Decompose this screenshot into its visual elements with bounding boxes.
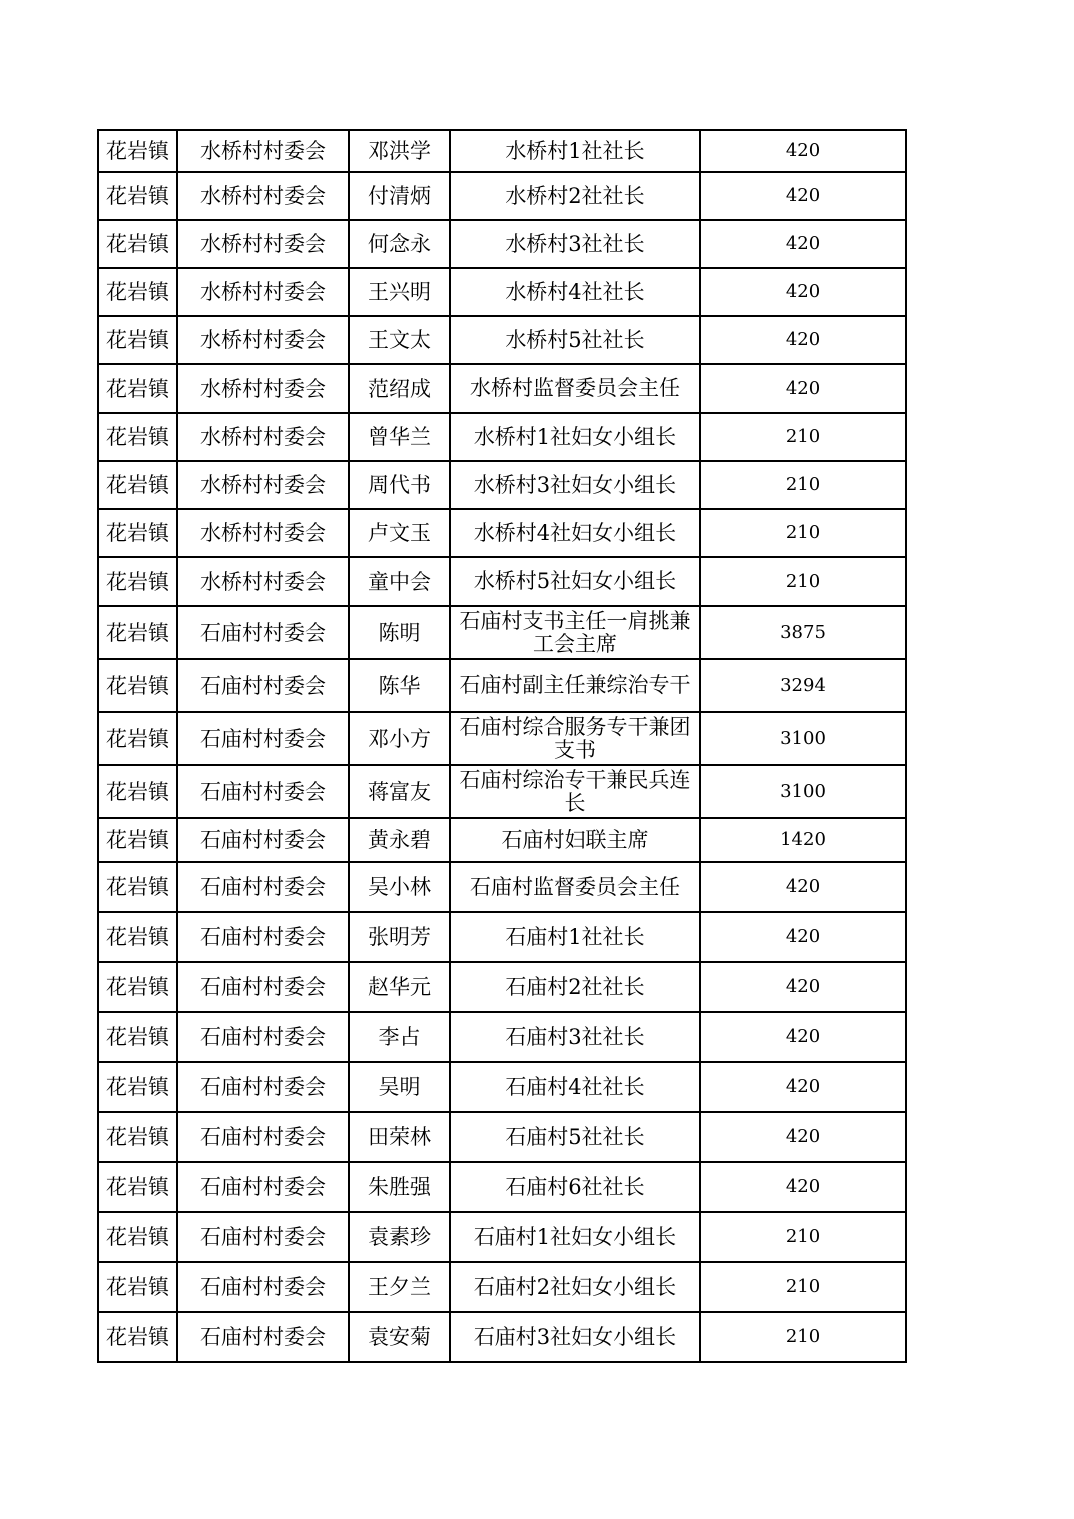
position-cell: 水桥村1社妇女小组长: [450, 413, 700, 461]
person-name-cell: 朱胜强: [349, 1162, 450, 1212]
position-cell: 石庙村4社社长: [450, 1062, 700, 1112]
stipend-table: [97, 129, 907, 1363]
person-name-cell: 黄永碧: [349, 818, 450, 862]
town-cell: 花岩镇: [98, 659, 177, 712]
position-cell: 石庙村综合服务专干兼团支书: [450, 712, 700, 765]
person-name-cell: 蒋富友: [349, 765, 450, 818]
town-cell: 花岩镇: [98, 1212, 177, 1262]
person-name-cell: 吴明: [349, 1062, 450, 1112]
position-cell: 石庙村3社妇女小组长: [450, 1312, 700, 1362]
amount-cell: 3294: [700, 659, 906, 712]
table-row: [98, 364, 906, 413]
table-row: [98, 413, 906, 461]
person-name-cell: 袁素珍: [349, 1212, 450, 1262]
village-committee-cell: 水桥村村委会: [177, 557, 349, 606]
amount-cell: 420: [700, 962, 906, 1012]
position-cell: 水桥村4社社长: [450, 268, 700, 316]
table-row: [98, 1262, 906, 1312]
town-cell: 花岩镇: [98, 1062, 177, 1112]
person-name-cell: 赵华元: [349, 962, 450, 1012]
amount-cell: 420: [700, 364, 906, 413]
amount-cell: 420: [700, 862, 906, 912]
amount-cell: 210: [700, 461, 906, 509]
person-name-cell: 卢文玉: [349, 509, 450, 557]
position-cell: 水桥村5社妇女小组长: [450, 557, 700, 606]
amount-cell: 210: [700, 509, 906, 557]
village-committee-cell: 水桥村村委会: [177, 316, 349, 364]
position-cell: 石庙村支书主任一肩挑兼工会主席: [450, 606, 700, 659]
position-cell: 石庙村1社妇女小组长: [450, 1212, 700, 1262]
person-name-cell: 童中会: [349, 557, 450, 606]
position-cell: 石庙村5社社长: [450, 1112, 700, 1162]
table-row: [98, 1162, 906, 1212]
position-cell: 水桥村3社社长: [450, 220, 700, 268]
town-cell: 花岩镇: [98, 316, 177, 364]
village-committee-cell: 石庙村村委会: [177, 606, 349, 659]
table-row: [98, 1062, 906, 1112]
position-cell: 石庙村副主任兼综治专干: [450, 659, 700, 712]
position-cell: 水桥村5社社长: [450, 316, 700, 364]
amount-cell: 420: [700, 1162, 906, 1212]
village-committee-cell: 石庙村村委会: [177, 862, 349, 912]
table-row: [98, 712, 906, 765]
position-cell: 石庙村2社妇女小组长: [450, 1262, 700, 1312]
amount-cell: 3100: [700, 765, 906, 818]
amount-cell: 3100: [700, 712, 906, 765]
town-cell: 花岩镇: [98, 765, 177, 818]
amount-cell: 1420: [700, 818, 906, 862]
amount-cell: 3875: [700, 606, 906, 659]
table-row: [98, 606, 906, 659]
table-row: [98, 1312, 906, 1362]
amount-cell: 420: [700, 1062, 906, 1112]
person-name-cell: 陈明: [349, 606, 450, 659]
amount-cell: 210: [700, 1212, 906, 1262]
town-cell: 花岩镇: [98, 130, 177, 172]
table-row: [98, 962, 906, 1012]
town-cell: 花岩镇: [98, 364, 177, 413]
town-cell: 花岩镇: [98, 557, 177, 606]
village-committee-cell: 水桥村村委会: [177, 220, 349, 268]
position-cell: 石庙村监督委员会主任: [450, 862, 700, 912]
person-name-cell: 袁安菊: [349, 1312, 450, 1362]
village-committee-cell: 石庙村村委会: [177, 1212, 349, 1262]
table-body: [98, 130, 906, 1362]
town-cell: 花岩镇: [98, 862, 177, 912]
position-cell: 石庙村6社社长: [450, 1162, 700, 1212]
position-cell: 水桥村4社妇女小组长: [450, 509, 700, 557]
village-committee-cell: 水桥村村委会: [177, 509, 349, 557]
table-row: [98, 912, 906, 962]
position-cell: 水桥村2社社长: [450, 172, 700, 220]
person-name-cell: 王兴明: [349, 268, 450, 316]
position-cell: 石庙村2社社长: [450, 962, 700, 1012]
town-cell: 花岩镇: [98, 912, 177, 962]
person-name-cell: 吴小林: [349, 862, 450, 912]
village-committee-cell: 石庙村村委会: [177, 818, 349, 862]
town-cell: 花岩镇: [98, 1112, 177, 1162]
town-cell: 花岩镇: [98, 172, 177, 220]
amount-cell: 420: [700, 268, 906, 316]
position-cell: 石庙村妇联主席: [450, 818, 700, 862]
town-cell: 花岩镇: [98, 220, 177, 268]
table-row: [98, 659, 906, 712]
person-name-cell: 邓洪学: [349, 130, 450, 172]
position-cell: 石庙村3社社长: [450, 1012, 700, 1062]
amount-cell: 420: [700, 220, 906, 268]
town-cell: 花岩镇: [98, 1312, 177, 1362]
amount-cell: 420: [700, 1012, 906, 1062]
town-cell: 花岩镇: [98, 606, 177, 659]
table-row: [98, 765, 906, 818]
position-cell: 水桥村1社社长: [450, 130, 700, 172]
position-cell: 石庙村综治专干兼民兵连长: [450, 765, 700, 818]
town-cell: 花岩镇: [98, 509, 177, 557]
village-committee-cell: 石庙村村委会: [177, 765, 349, 818]
town-cell: 花岩镇: [98, 1162, 177, 1212]
village-committee-cell: 水桥村村委会: [177, 130, 349, 172]
town-cell: 花岩镇: [98, 268, 177, 316]
town-cell: 花岩镇: [98, 1262, 177, 1312]
person-name-cell: 曾华兰: [349, 413, 450, 461]
village-committee-cell: 石庙村村委会: [177, 1112, 349, 1162]
amount-cell: 210: [700, 557, 906, 606]
person-name-cell: 邓小方: [349, 712, 450, 765]
town-cell: 花岩镇: [98, 461, 177, 509]
table-row: [98, 818, 906, 862]
village-committee-cell: 石庙村村委会: [177, 1062, 349, 1112]
village-committee-cell: 石庙村村委会: [177, 962, 349, 1012]
village-committee-cell: 水桥村村委会: [177, 461, 349, 509]
position-cell: 水桥村监督委员会主任: [450, 364, 700, 413]
table-row: [98, 1012, 906, 1062]
table-row: [98, 862, 906, 912]
person-name-cell: 李占: [349, 1012, 450, 1062]
village-committee-cell: 石庙村村委会: [177, 659, 349, 712]
person-name-cell: 王夕兰: [349, 1262, 450, 1312]
table-row: [98, 268, 906, 316]
person-name-cell: 范绍成: [349, 364, 450, 413]
amount-cell: 420: [700, 316, 906, 364]
table-row: [98, 557, 906, 606]
village-committee-cell: 水桥村村委会: [177, 364, 349, 413]
person-name-cell: 张明芳: [349, 912, 450, 962]
table-row: [98, 220, 906, 268]
town-cell: 花岩镇: [98, 413, 177, 461]
person-name-cell: 田荣林: [349, 1112, 450, 1162]
table-row: [98, 316, 906, 364]
table-row: [98, 172, 906, 220]
position-cell: 水桥村3社妇女小组长: [450, 461, 700, 509]
village-committee-cell: 水桥村村委会: [177, 172, 349, 220]
village-committee-cell: 石庙村村委会: [177, 912, 349, 962]
village-committee-cell: 石庙村村委会: [177, 1262, 349, 1312]
town-cell: 花岩镇: [98, 818, 177, 862]
person-name-cell: 周代书: [349, 461, 450, 509]
town-cell: 花岩镇: [98, 1012, 177, 1062]
table-row: [98, 461, 906, 509]
amount-cell: 210: [700, 1262, 906, 1312]
person-name-cell: 王文太: [349, 316, 450, 364]
table-row: [98, 130, 906, 172]
village-committee-cell: 水桥村村委会: [177, 413, 349, 461]
person-name-cell: 陈华: [349, 659, 450, 712]
table-row: [98, 1112, 906, 1162]
amount-cell: 420: [700, 1112, 906, 1162]
amount-cell: 420: [700, 130, 906, 172]
village-committee-cell: 石庙村村委会: [177, 1312, 349, 1362]
position-cell: 石庙村1社社长: [450, 912, 700, 962]
village-committee-cell: 石庙村村委会: [177, 1162, 349, 1212]
table-row: [98, 1212, 906, 1262]
amount-cell: 420: [700, 912, 906, 962]
village-committee-cell: 水桥村村委会: [177, 268, 349, 316]
person-name-cell: 何念永: [349, 220, 450, 268]
table-row: [98, 509, 906, 557]
amount-cell: 420: [700, 172, 906, 220]
town-cell: 花岩镇: [98, 962, 177, 1012]
town-cell: 花岩镇: [98, 712, 177, 765]
person-name-cell: 付清炳: [349, 172, 450, 220]
amount-cell: 210: [700, 413, 906, 461]
amount-cell: 210: [700, 1312, 906, 1362]
village-committee-cell: 石庙村村委会: [177, 1012, 349, 1062]
village-committee-cell: 石庙村村委会: [177, 712, 349, 765]
